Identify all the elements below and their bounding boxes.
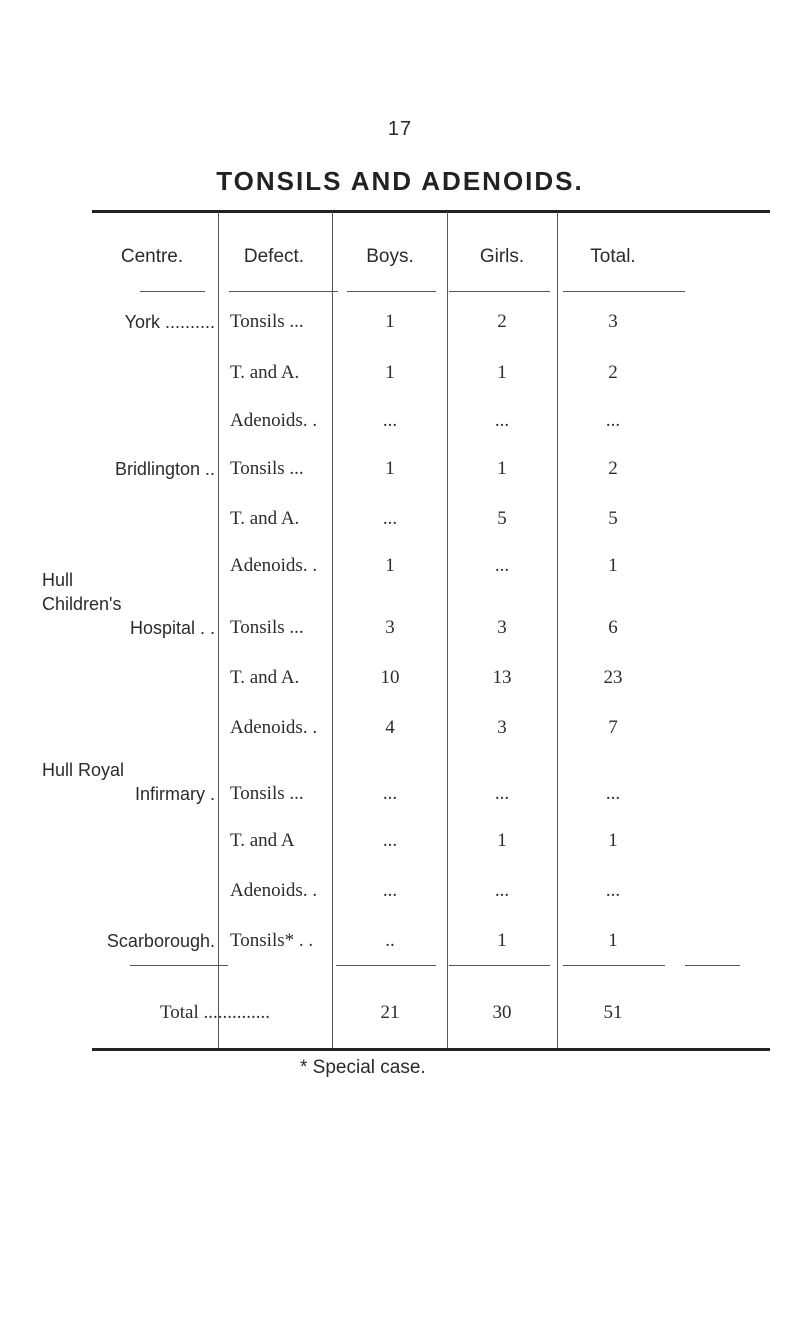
totals-label: Total ..............	[160, 1002, 271, 1023]
totals-rule	[685, 965, 740, 966]
defect-label: Tonsils ...	[230, 311, 304, 332]
boys-value: ...	[382, 783, 398, 804]
defect-label: Tonsils* . .	[230, 930, 314, 951]
girls-value: 1	[497, 930, 507, 951]
centre-label: York ..........	[124, 312, 215, 332]
footnote: * Special case.	[300, 1057, 426, 1078]
totals-rule	[336, 965, 436, 966]
defect-label: T. and A.	[230, 508, 300, 529]
boys-value: 4	[385, 717, 395, 738]
header-3: Girls.	[479, 246, 525, 267]
boys-value: ...	[382, 410, 398, 431]
boys-value: ...	[382, 830, 398, 851]
total-value: ...	[605, 880, 621, 901]
col-line-2	[332, 212, 333, 1048]
centre-label: Hull	[42, 570, 74, 590]
girls-value: ...	[494, 410, 510, 431]
defect-label: Adenoids. .	[230, 410, 318, 431]
total-value: 1	[608, 830, 618, 851]
defect-label: T. and A	[230, 830, 295, 851]
col-line-4	[557, 212, 558, 1048]
boys-value: 10	[380, 667, 400, 688]
total-value: 2	[608, 458, 618, 479]
girls-value: ...	[494, 880, 510, 901]
centre-label: Bridlington ..	[114, 459, 215, 479]
boys-value: ..	[385, 930, 395, 951]
total-value: ...	[605, 410, 621, 431]
defect-label: Adenoids. .	[230, 555, 318, 576]
col-line-3	[447, 212, 448, 1048]
girls-value: ...	[494, 783, 510, 804]
page-title: TONSILS AND ADENOIDS.	[216, 166, 584, 196]
defect-label: Tonsils ...	[230, 617, 304, 638]
girls-value: 13	[492, 667, 512, 688]
col-line-1	[218, 212, 219, 1048]
header-underline	[563, 291, 685, 292]
totals-rule	[130, 965, 228, 966]
boys-value: 1	[385, 362, 395, 383]
total-value: 2	[608, 362, 618, 383]
page-number: 17	[387, 118, 413, 140]
girls-value: 1	[497, 458, 507, 479]
top-rule	[92, 210, 770, 213]
boys-value: 3	[385, 617, 395, 638]
boys-value: 1	[385, 555, 395, 576]
total-value: 3	[608, 311, 618, 332]
girls-value: 3	[497, 617, 507, 638]
girls-value: 1	[497, 362, 507, 383]
total-value: 1	[608, 930, 618, 951]
header-underline	[449, 291, 550, 292]
header-underline	[229, 291, 338, 292]
defect-label: Adenoids. .	[230, 880, 318, 901]
totals-rule	[563, 965, 665, 966]
header-1: Defect.	[243, 246, 305, 267]
girls-value: ...	[494, 555, 510, 576]
total-value: 7	[608, 717, 618, 738]
centre-label: Children's	[42, 594, 122, 614]
total-value: ...	[605, 783, 621, 804]
girls-value: 3	[497, 717, 507, 738]
boys-value: 1	[385, 458, 395, 479]
defect-label: T. and A.	[230, 667, 300, 688]
boys-value: ...	[382, 508, 398, 529]
totals-girls: 30	[492, 1002, 512, 1023]
total-value: 23	[603, 667, 623, 688]
centre-label: Infirmary .	[134, 784, 215, 804]
centre-label: Hull Royal	[42, 760, 125, 780]
defect-label: Tonsils ...	[230, 783, 304, 804]
total-value: 6	[608, 617, 618, 638]
header-2: Boys.	[366, 246, 414, 267]
total-value: 5	[608, 508, 618, 529]
girls-value: 2	[497, 311, 507, 332]
defect-label: T. and A.	[230, 362, 300, 383]
boys-value: ...	[382, 880, 398, 901]
girls-value: 5	[497, 508, 507, 529]
defect-label: Tonsils ...	[230, 458, 304, 479]
header-0: Centre.	[120, 246, 184, 267]
girls-value: 1	[497, 830, 507, 851]
totals-total: 51	[603, 1002, 623, 1023]
defect-label: Adenoids. .	[230, 717, 318, 738]
boys-value: 1	[385, 311, 395, 332]
centre-label: Scarborough.	[106, 931, 215, 951]
centre-label: Hospital . .	[129, 618, 215, 638]
header-underline	[140, 291, 205, 292]
totals-boys: 21	[380, 1002, 400, 1023]
totals-rule	[449, 965, 550, 966]
header-underline	[347, 291, 436, 292]
bottom-rule	[92, 1048, 770, 1051]
total-value: 1	[608, 555, 618, 576]
header-4: Total.	[590, 246, 636, 267]
